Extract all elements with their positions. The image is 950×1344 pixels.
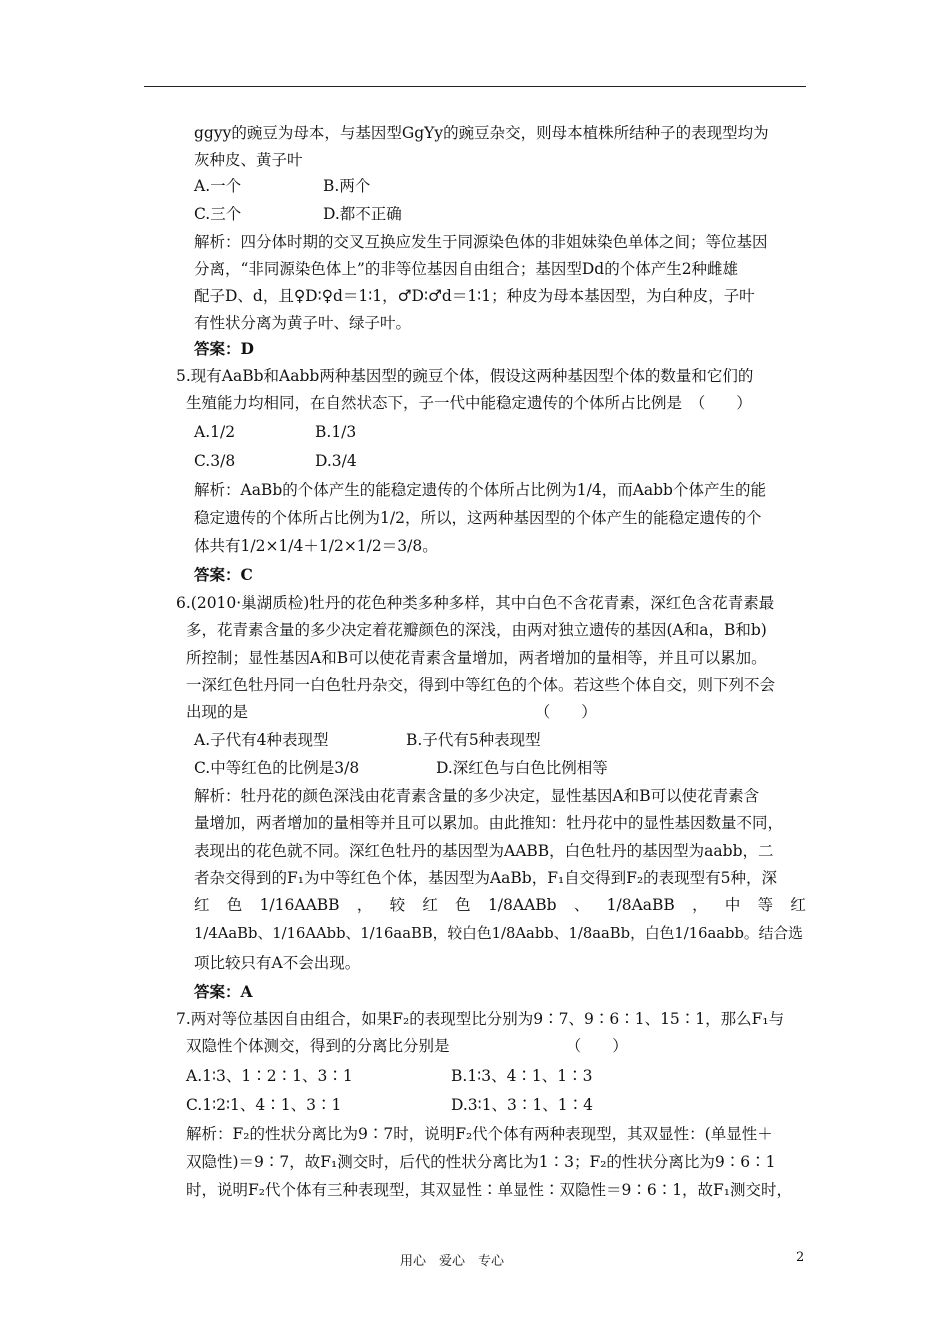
q7-option-c: C.1∶2∶1、4∶1、3∶1: [186, 1096, 342, 1114]
q7-explanation-line-3: 时，说明F₂代个体有三种表现型，其双显性∶单显性∶双隐性＝9∶6∶1，故F₁测交时，: [186, 1181, 793, 1199]
q5-explanation-line-3: 体共有1/2×1/4＋1/2×1/2＝3/8。: [194, 537, 438, 555]
q6-explanation-line-7: 项比较只有A不会出现。: [194, 954, 361, 972]
q6-stem-line-5: 出现的是 （ ）: [186, 703, 597, 721]
q6-expl-fragment: 、: [573, 896, 590, 914]
q4-option-b: B.两个: [323, 177, 371, 195]
q7-explanation-line-1: 解析：F₂的性状分离比为9∶7时，说明F₂代个体有两种表现型，其双显性：(单显性＋: [186, 1125, 773, 1143]
q5-option-c: C.3/8: [194, 452, 236, 470]
q6-expl-fragment: ，: [356, 896, 373, 914]
q6-stem-line-1: 6.(2010·巢湖质检)牡丹的花色种类多种多样，其中白色不含花青素，深红色含花青素最: [176, 594, 775, 612]
q4-explanation-line-2: 分离，“非同源染色体上”的非等位基因自由组合；基因型Dd的个体产生2种雌雄: [194, 260, 739, 278]
q6-option-d: D.深红色与白色比例相等: [436, 759, 608, 777]
header-rule: [144, 86, 806, 87]
q6-expl-fragment: 较: [389, 896, 406, 914]
q6-stem-line-4: 一深红色牡丹同一白色牡丹杂交，得到中等红色的个体。若这些个体自交，则下列不会: [186, 676, 776, 694]
q5-explanation-line-1: 解析：AaBb的个体产生的能稳定遗传的个体所占比例为1/4，而Aabb个体产生的能: [194, 481, 766, 499]
q6-expl-fragment: 色: [226, 896, 243, 914]
q5-option-d: D.3/4: [315, 452, 357, 470]
q4-stem-line-2: 灰种皮、黄子叶: [194, 151, 303, 169]
q6-option-c: C.中等红色的比例是3/8: [194, 759, 360, 777]
q4-stem-line-1: ggyy的豌豆为母本，与基因型GgYy的豌豆杂交，则母本植株所结种子的表现型均为: [194, 124, 769, 142]
q5-option-b: B.1/3: [315, 423, 357, 441]
q7-option-b: B.1∶3、4∶1、1∶3: [451, 1067, 593, 1085]
q4-explanation-line-1: 解析：四分体时期的交叉互换应发生于同源染色体的非姐妹染色单体之间；等位基因: [194, 233, 768, 251]
q5-stem-line-1: 5.现有AaBb和Aabb两种基因型的豌豆个体，假设这两种基因型个体的数量和它们的: [176, 367, 754, 385]
q6-expl-fragment: 1/8AaBB: [606, 896, 675, 914]
q6-explanation-line-5: [194, 894, 806, 916]
q6-explanation-line-6: 1/4AaBb、1/16AAbb、1/16aaBB，较白色1/8Aabb、1/8aaBb，白色1/16aabb。结合选: [194, 925, 803, 942]
q6-explanation-line-4: 者杂交得到的F₁为中等红色个体，基因型为AaBb，F₁自交得到F₂的表现型有5种，深: [194, 869, 778, 887]
q6-expl-fragment: 红: [194, 896, 210, 914]
q5-explanation-line-2: 稳定遗传的个体所占比例为1/2，所以，这两种基因型的个体产生的能稳定遗传的个: [194, 509, 762, 527]
q4-option-a: A.一个: [194, 177, 242, 195]
q6-option-a: A.子代有4种表现型: [194, 731, 329, 749]
q5-answer: 答案：C: [194, 565, 253, 584]
q7-option-d: D.3∶1、3∶1、1∶4: [451, 1096, 594, 1114]
q7-explanation-line-2: 双隐性)＝9∶7，故F₁测交时，后代的性状分离比为1∶3；F₂的性状分离比为9∶6∶1: [186, 1153, 776, 1171]
q6-expl-fragment: 红: [790, 896, 806, 914]
q6-explanation-line-1: 解析：牡丹花的颜色深浅由花青素含量的多少决定，显性基因A和B可以使花青素含: [194, 787, 760, 805]
q6-stem-line-3: 所控制；显性基因A和B可以使花青素含量增加，两者增加的量相等，并且可以累加。: [186, 649, 767, 667]
page-number: 2: [796, 1250, 805, 1265]
q6-expl-fragment: 等: [757, 896, 774, 914]
q6-explanation-line-2: 量增加，两者增加的量相等并且可以累加。由此推知：牡丹花中的显性基因数量不同，: [194, 814, 784, 832]
q6-expl-fragment: ，: [692, 896, 708, 914]
q5-option-a: A.1/2: [194, 423, 236, 441]
q6-option-b: B.子代有5种表现型: [406, 731, 541, 749]
q4-option-d: D.都不正确: [323, 205, 402, 223]
q5-stem-line-2: 生殖能力均相同，在自然状态下，子一代中能稳定遗传的个体所占比例是 （ ）: [186, 394, 752, 412]
q6-expl-fragment: 1/16AABB: [259, 896, 340, 914]
q6-expl-fragment: 红: [422, 896, 438, 914]
q4-option-c: C.三个: [194, 205, 242, 223]
footer-motto: 用心 爱心 专心: [400, 1254, 505, 1269]
q4-explanation-line-3: 配子D、d，且♀D∶♀d＝1∶1，♂D∶♂d＝1∶1；种皮为母本基因型，为白种皮，子叶: [194, 287, 755, 305]
q6-stem-line-2: 多，花青素含量的多少决定着花瓣颜色的深浅，由两对独立遗传的基因(A和a，B和b): [186, 621, 767, 639]
q7-stem-line-1: 7.两对等位基因自由组合，如果F₂的表现型比分别为9∶7、9∶6∶1、15∶1，那么F₁与: [176, 1010, 785, 1028]
q6-answer: 答案：A: [194, 982, 253, 1001]
q7-option-a: A.1∶3、1∶2∶1、3∶1: [186, 1067, 353, 1085]
q6-explanation-line-3: 表现出的花色就不同。深红色牡丹的基因型为AABB，白色牡丹的基因型为aabb，二: [194, 842, 774, 860]
q6-expl-fragment: 色: [455, 896, 471, 914]
q4-explanation-line-4: 有性状分离为黄子叶、绿子叶。: [194, 314, 412, 332]
q6-expl-fragment: 1/8AABb: [487, 896, 557, 914]
q4-answer: 答案：D: [194, 339, 254, 358]
q6-expl-fragment: 中: [724, 896, 741, 914]
q7-stem-line-2: 双隐性个体测交，得到的分离比分别是 （ ）: [186, 1037, 628, 1055]
